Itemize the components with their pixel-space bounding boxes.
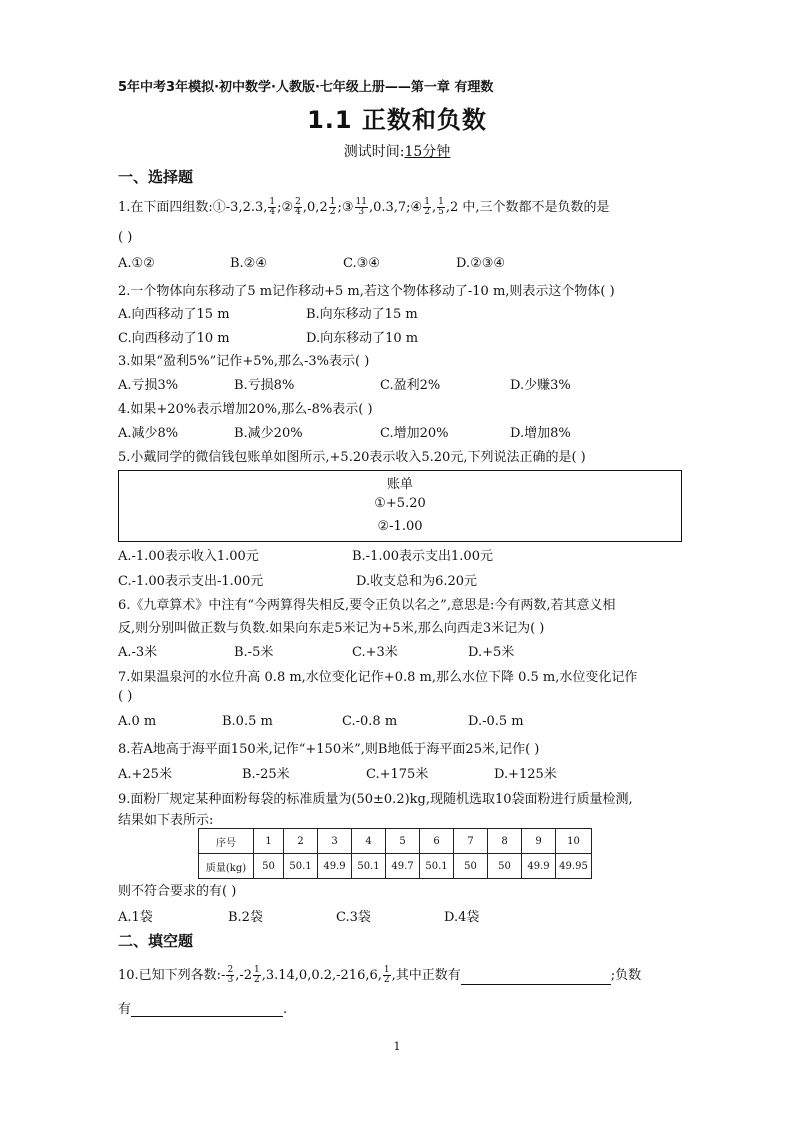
q10-frac-3: $\frac{1}{2}$ <box>383 965 390 985</box>
table-cell: 50.1 <box>420 854 454 879</box>
q4-option-b[interactable]: B.减少20% <box>234 426 303 441</box>
q9-option-b[interactable]: B.2袋 <box>228 910 263 925</box>
q2-option-d[interactable]: D.向东移动了10 m <box>306 331 419 346</box>
section-choice-title: 一、选择题 <box>118 168 194 186</box>
table-cell: 2 <box>284 829 318 854</box>
q6-option-b[interactable]: B.-5米 <box>234 645 274 660</box>
q6-option-c[interactable]: C.+3米 <box>352 645 398 660</box>
q9-option-c[interactable]: C.3袋 <box>336 910 371 925</box>
q2-option-b[interactable]: B.向东移动了15 m <box>306 307 418 322</box>
q6-option-d[interactable]: D.+5米 <box>468 645 515 660</box>
table-cell: 50 <box>488 854 522 879</box>
q5-option-b[interactable]: B.-1.00表示支出1.00元 <box>352 549 493 564</box>
q6-option-a[interactable]: A.-3米 <box>118 645 158 660</box>
q1-frac-g1: $\frac{1}{4}$ <box>269 197 276 217</box>
q3-stem: 3.如果“盈利5%”记作+5%,那么-3%表示( ) <box>118 354 370 369</box>
q9-option-d[interactable]: D.4袋 <box>444 910 480 925</box>
q7-option-d[interactable]: D.-0.5 m <box>468 714 524 729</box>
q1-frac-g2b: $\frac{1}{2}$ <box>329 197 336 217</box>
q1-frac-g4b: $\frac{1}{5}$ <box>438 197 444 217</box>
table-cell: 50.1 <box>284 854 318 879</box>
q10-frac-1: $\frac{2}{3}$ <box>227 965 234 985</box>
q9-stem-line2: 结果如下表所示: <box>118 813 214 828</box>
table-cell: 50 <box>454 854 488 879</box>
q2-stem: 2.一个物体向东移动了5 m记作移动+5 m,若这个物体移动了-10 m,则表示这个物体( ) <box>118 284 615 299</box>
q5-option-a[interactable]: A.-1.00表示收入1.00元 <box>118 549 259 564</box>
table-cell: 49.95 <box>556 854 592 879</box>
q9-option-a[interactable]: A.1袋 <box>118 910 153 925</box>
q1-stem: 1.在下面四组数:①-3,2.3, $\frac{1}{4}$ ;② $\frac{2}{4}$ ,0,2 $\frac{1}{2}$ ;③ $\frac{11}{3}$ ,0.3,7;④ $\frac{1}{2}$ , $\frac{1}{5}$ ,2 中,三个数都不是负数的是 <box>118 197 610 217</box>
q7-stem: 7.如果温泉河的水位升高 0.8 m,水位变化记作+0.8 m,那么水位下降 0.5 m,水位变化记作 <box>118 670 638 685</box>
test-time-value: 15分钟 <box>404 144 451 160</box>
q3-option-d[interactable]: D.少赚3% <box>510 378 571 393</box>
q8-option-a[interactable]: A.+25米 <box>118 767 172 782</box>
q2-option-a[interactable]: A.向西移动了15 m <box>118 307 230 322</box>
q1-lead: 1.在下面四组数:①-3,2.3, <box>118 200 268 215</box>
positive-numbers-blank[interactable] <box>461 969 611 985</box>
table-cell: 50 <box>254 854 284 879</box>
q8-stem: 8.若A地高于海平面150米,记作“+150米”,则B地低于海平面25米,记作( ) <box>118 742 540 757</box>
q9-stem-line1: 9.面粉厂规定某种面粉每袋的标准质量为(50±0.2)kg,现随机选取10袋面粉进行质量检测, <box>118 792 633 807</box>
q8-option-c[interactable]: C.+175米 <box>366 767 429 782</box>
page-title: 1.1 正数和负数 <box>307 106 487 134</box>
q9-ask: 则不符合要求的有( ) <box>118 884 237 899</box>
mass-table <box>198 828 592 879</box>
q4-option-a[interactable]: A.减少8% <box>118 426 179 441</box>
table-cell: 50.1 <box>352 854 386 879</box>
q1-option-a[interactable]: A.①② <box>118 256 155 271</box>
table-cell: 49.9 <box>522 854 556 879</box>
q5-stem: 5.小戴同学的微信钱包账单如图所示,+5.20表示收入5.20元,下列说法正确的是( ) <box>118 450 586 465</box>
section-fill-title: 二、填空题 <box>118 932 194 950</box>
table-row-label: 质量(kg) <box>199 854 254 879</box>
q5-option-d[interactable]: D.收支总和为6.20元 <box>356 574 478 589</box>
bill-title: 账单 <box>386 477 413 492</box>
table-cell: 9 <box>522 829 556 854</box>
page-header: 5年中考3年模拟·初中数学·人教版·七年级上册——第一章 有理数 <box>118 80 494 95</box>
q10-line2: 有 . <box>118 1002 288 1017</box>
q4-option-d[interactable]: D.增加8% <box>510 426 571 441</box>
q1-option-c[interactable]: C.③④ <box>343 256 380 271</box>
q7-option-b[interactable]: B.0.5 m <box>222 714 273 729</box>
table-row-mass <box>199 854 592 879</box>
table-cell: 10 <box>556 829 592 854</box>
wechat-bill-box <box>118 470 682 542</box>
q1-frac-g3: $\frac{11}{3}$ <box>355 197 367 217</box>
test-time-label: 测试时间: <box>343 144 405 160</box>
test-time <box>0 141 794 161</box>
q7-option-c[interactable]: C.-0.8 m <box>342 714 398 729</box>
table-cell: 1 <box>254 829 284 854</box>
page-number: 1 <box>393 1040 401 1053</box>
q5-option-c[interactable]: C.-1.00表示支出-1.00元 <box>118 574 264 589</box>
q4-stem: 4.如果+20%表示增加20%,那么-8%表示( ) <box>118 402 373 417</box>
q1-frac-g2a: $\frac{2}{4}$ <box>295 197 301 217</box>
q2-option-c[interactable]: C.向西移动了10 m <box>118 331 230 346</box>
table-cell: 49.7 <box>386 854 420 879</box>
bill-item-2: ②-1.00 <box>377 519 423 534</box>
q3-option-c[interactable]: C.盈利2% <box>380 378 441 393</box>
q6-stem-line2: 反,则分别叫做正数与负数.如果向东走5米记为+5米,那么向西走3米记为( ) <box>118 621 545 636</box>
q1-option-b[interactable]: B.②④ <box>230 256 267 271</box>
q1-option-d[interactable]: D.②③④ <box>456 256 506 271</box>
q1-frac-g4a: $\frac{1}{2}$ <box>424 197 430 217</box>
q7-option-a[interactable]: A.0 m <box>118 714 157 729</box>
table-cell: 4 <box>352 829 386 854</box>
table-row-label: 序号 <box>199 829 254 854</box>
table-cell: 49.9 <box>318 854 352 879</box>
q6-stem-line1: 6.《九章算术》中注有“今两算得失相反,要令正负以名之”,意思是:今有两数,若其意义相 <box>118 598 616 613</box>
table-cell: 7 <box>454 829 488 854</box>
q10-stem: 10.已知下列各数:- $\frac{2}{3}$ ,-2 $\frac{1}{2}$ ,3.14,0,0.2,-216,6, $\frac{1}{2}$ ,其中正数有 ;负数 <box>118 965 642 985</box>
table-cell: 5 <box>386 829 420 854</box>
q1-answer-paren: ( ) <box>118 230 133 245</box>
table-cell: 8 <box>488 829 522 854</box>
q7-answer-paren: ( ) <box>118 689 133 704</box>
table-cell: 6 <box>420 829 454 854</box>
negative-numbers-blank[interactable] <box>131 1001 283 1017</box>
q3-option-a[interactable]: A.亏损3% <box>118 378 179 393</box>
q3-option-b[interactable]: B.亏损8% <box>234 378 295 393</box>
q8-option-b[interactable]: B.-25米 <box>242 767 290 782</box>
q10-frac-2: $\frac{1}{2}$ <box>253 965 260 985</box>
bill-item-1: ①+5.20 <box>374 496 426 511</box>
q4-option-c[interactable]: C.增加20% <box>380 426 449 441</box>
q8-option-d[interactable]: D.+125米 <box>494 767 557 782</box>
table-row-number <box>199 829 592 854</box>
table-cell: 3 <box>318 829 352 854</box>
